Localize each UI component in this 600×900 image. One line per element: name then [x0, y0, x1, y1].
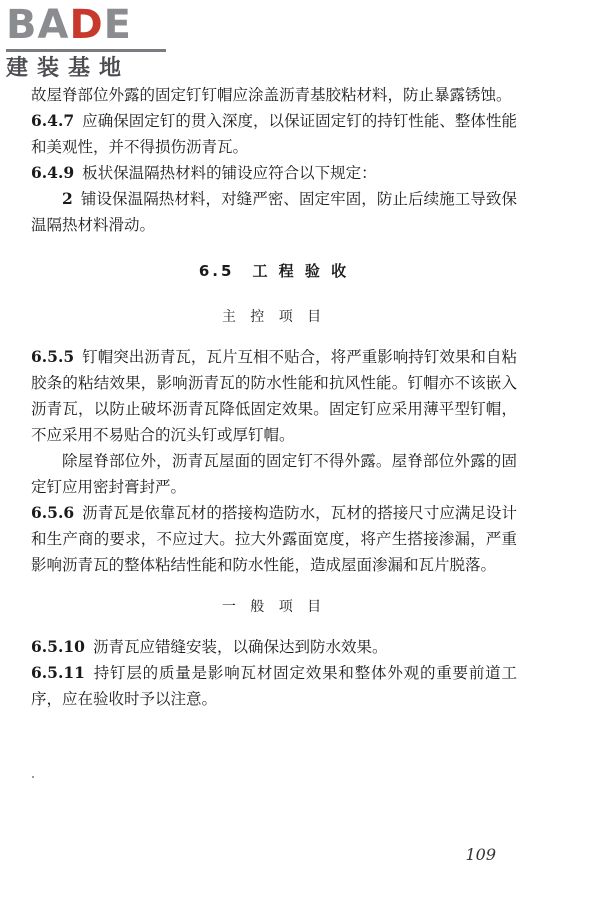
item-2: [31, 186, 517, 238]
clause-6-5-5-paragraph-2: 除屋脊部位外，沥青瓦屋面的固定钉不得外露。屋脊部位外露的固定钉应用密封膏封严。: [31, 452, 517, 496]
clause-6-5-10: [31, 634, 517, 660]
clause-text: 钉帽突出沥青瓦，瓦片互相不贴合，将严重影响持钉效果和自粘胶条的粘结效果，影响沥青瓦的防水性能和抗风性能。钉帽亦不该嵌入沥青瓦，以防止破坏沥青瓦降低固定效果。固定钉应采用薄平型钉帽，不应采用不易贴合的沉头钉或厚钉帽。: [31, 348, 517, 444]
logo-wordmark: [6, 4, 176, 46]
clause-text: 沥青瓦应错缝安装，以确保达到防水效果。: [92, 638, 388, 656]
subsection-general: 一 般 项 目: [221, 599, 327, 615]
page-number: 109: [465, 845, 496, 864]
clause-number: 6.5.6: [31, 503, 75, 522]
item-number: 2: [62, 189, 73, 208]
clause-6-5-6: [31, 500, 517, 578]
clause-number: 6.5.10: [31, 637, 85, 656]
logo-subtitle: 建装基地: [6, 56, 131, 81]
continued-paragraph: 故屋脊部位外露的固定钉钉帽应涂盖沥青基胶粘材料，防止暴露锈蚀。: [31, 86, 512, 104]
item-text: 铺设保温隔热材料，对缝严密、固定牢固，防止后续施工导致保温隔热材料滑动。: [31, 190, 517, 234]
clause-6-5-5: [31, 344, 517, 448]
clause-text: 应确保固定钉的贯入深度，以保证固定钉的持钉性能、整体性能和美观性，并不得损伤沥青瓦。: [31, 112, 517, 156]
clause-number: 6.5.5: [31, 347, 75, 366]
document-body: [31, 82, 517, 712]
clause-6-4-9: [31, 160, 517, 186]
section-title: 6.5 工 程 验 收: [198, 262, 350, 280]
clause-6-5-11: [31, 660, 517, 712]
clause-text: 持钉层的质量是影响瓦材固定效果和整体外观的重要前道工序，应在验收时予以注意。: [31, 664, 517, 708]
clause-number: 6.4.7: [31, 111, 75, 130]
bade-logo: [6, 4, 176, 82]
logo-wordmark-end: E: [103, 2, 132, 48]
logo-wordmark-accent: D: [69, 2, 104, 48]
clause-text: 板状保温隔热材料的铺设应符合以下规定：: [82, 164, 377, 182]
logo-rule: [6, 49, 166, 52]
clause-number: 6.5.11: [31, 663, 85, 682]
subsection-main-control: 主 控 项 目: [221, 309, 327, 325]
clause-number: 6.4.9: [31, 163, 75, 182]
clause-text: 沥青瓦是依靠瓦材的搭接构造防水，瓦材的搭接尺寸应满足设计和生产商的要求，不应过大。拉大外露面宽度，将产生搭接渗漏，严重影响沥青瓦的整体粘结性能和防水性能，造成屋面渗漏和瓦片脱落。: [31, 504, 517, 574]
scan-speck: [32, 776, 34, 778]
logo-wordmark-start: BA: [6, 2, 70, 48]
clause-6-4-7: [31, 108, 517, 160]
